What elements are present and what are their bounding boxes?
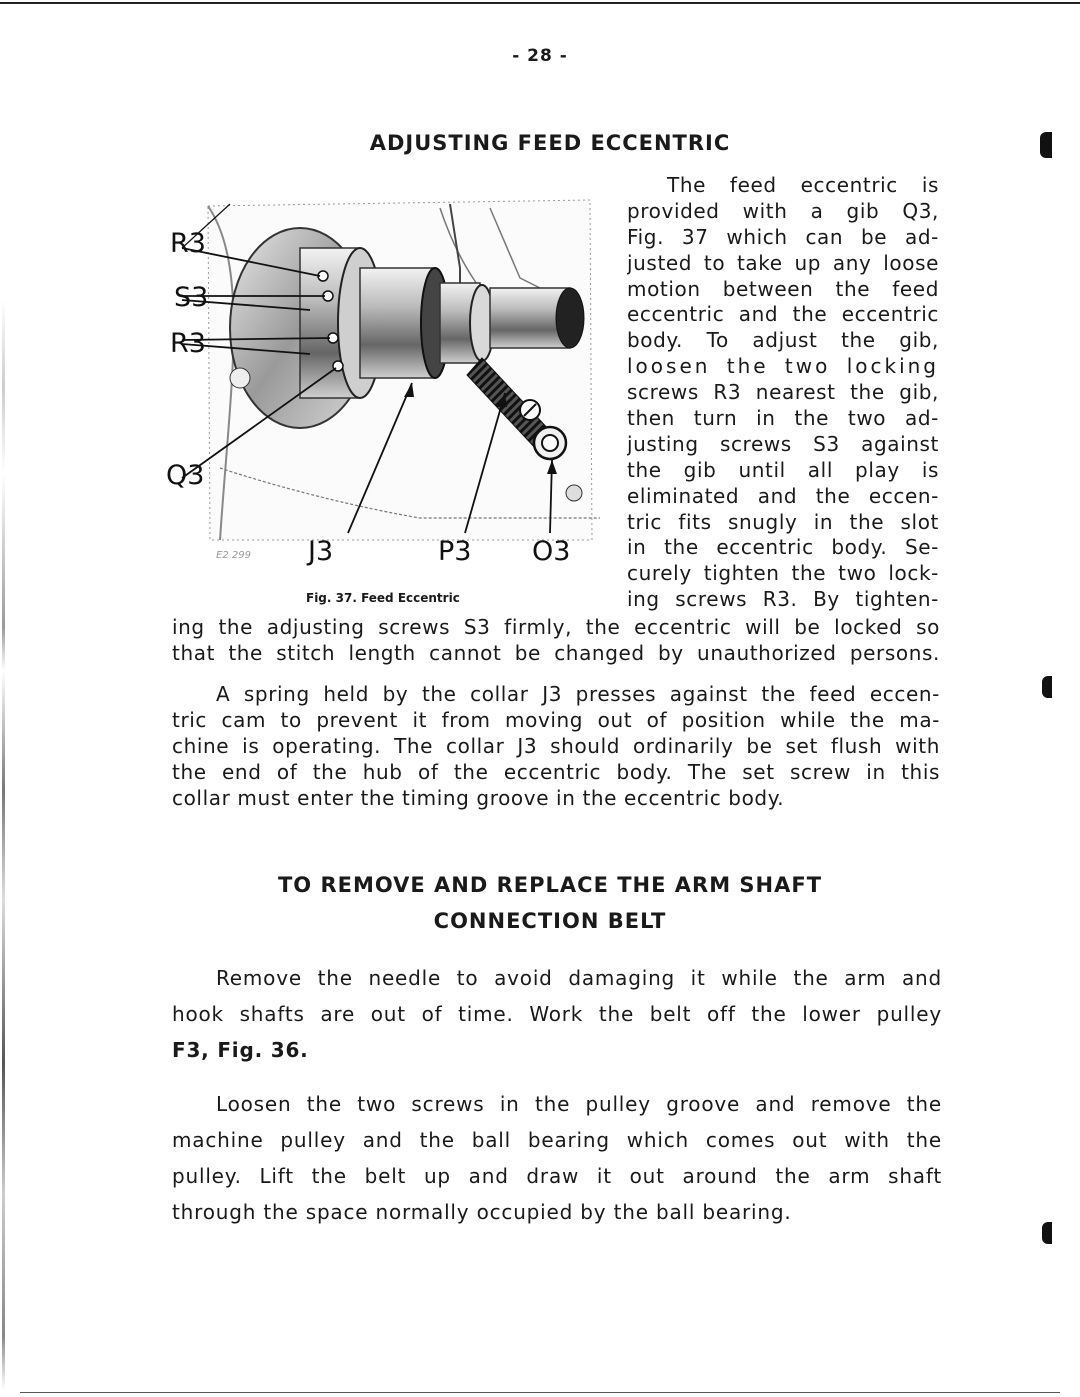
- paragraph-loosen-screws: [172, 1086, 942, 1230]
- text-line: through the space normally occupied by the ball bearing.: [172, 1200, 792, 1224]
- scan-edge: [2, 300, 5, 1390]
- figure-caption: Fig. 37. Feed Eccentric: [306, 591, 460, 605]
- column-paragraph: [627, 173, 939, 613]
- paragraph-collar: [172, 681, 940, 811]
- label-j3: J3: [308, 536, 334, 567]
- text-line: body. To adjust the gib,: [627, 328, 939, 353]
- text-line: F3, Fig. 36.: [172, 1038, 309, 1062]
- text-line: machine pulley and the ball bearing which comes out with the: [172, 1128, 942, 1152]
- text-line: collar must enter the timing groove in the eccentric body.: [172, 786, 785, 810]
- paragraph-remove-needle: [172, 960, 942, 1068]
- binder-hole-mark: [1042, 676, 1052, 698]
- label-r3-bottom: R3: [170, 328, 206, 359]
- text-line: ing screws R3. By tighten-: [627, 587, 939, 612]
- text-line: A spring held by the collar J3 presses against the feed eccen-: [216, 682, 940, 706]
- feed-eccentric-illustration: [160, 188, 600, 588]
- label-s3: S3: [174, 282, 209, 313]
- label-o3: O3: [532, 536, 571, 567]
- text-line: that the stitch length cannot be changed by unauthorized persons.: [172, 641, 940, 665]
- label-r3-top: R3: [170, 228, 206, 259]
- text-line: ing the adjusting screws S3 firmly, the eccentric will be locked so: [172, 615, 940, 639]
- text-line: then turn in the two ad-: [627, 406, 939, 431]
- text-line: chine is operating. The collar J3 should ordinarily be set flush with: [172, 734, 940, 758]
- top-border: [0, 2, 1080, 4]
- figure-stamp: E2 299: [216, 550, 251, 561]
- text-line: justed to take up any loose: [627, 250, 939, 275]
- section-heading-cont: CONNECTION BELT: [433, 909, 667, 933]
- section-heading: ADJUSTING FEED ECCENTRIC: [369, 131, 731, 155]
- text-line: tric cam to prevent it from moving out of position while the ma-: [172, 708, 940, 732]
- text-line: curely tighten the two lock-: [627, 561, 939, 586]
- text-line: hook shafts are out of time. Work the belt off the lower pulley: [172, 1002, 942, 1026]
- binder-hole-mark: [1042, 1222, 1052, 1244]
- page-number: - 28 -: [512, 46, 568, 66]
- text-line: Remove the needle to avoid damaging it while the arm and: [216, 966, 942, 990]
- text-line: the end of the hub of the eccentric body. The set screw in this: [172, 760, 940, 784]
- text-line: tric fits snugly in the slot: [627, 509, 939, 534]
- label-p3: P3: [438, 536, 472, 567]
- text-line: Loosen the two screws in the pulley groove and remove the: [216, 1092, 942, 1116]
- text-line: screws R3 nearest the gib,: [627, 380, 939, 405]
- bottom-border: [20, 1392, 1060, 1393]
- text-line: eliminated and the eccen-: [627, 483, 939, 508]
- text-line: provided with a gib Q3,: [627, 198, 939, 223]
- section-heading: TO REMOVE AND REPLACE THE ARM SHAFT: [277, 873, 823, 897]
- text-line: pulley. Lift the belt up and draw it out around the arm shaft: [172, 1164, 942, 1188]
- text-line: loosen the two locking: [627, 354, 939, 379]
- text-line: Fig. 37 which can be ad-: [627, 224, 939, 249]
- text-line: the gib until all play is: [627, 457, 939, 482]
- text-line: The feed eccentric is: [667, 173, 939, 197]
- text-line: in the eccentric body. Se-: [627, 535, 939, 560]
- text-line: motion between the feed: [627, 276, 939, 301]
- text-line: justing screws S3 against: [627, 431, 939, 456]
- paragraph-continuation: [172, 614, 940, 666]
- label-q3: Q3: [166, 460, 205, 491]
- text-line: eccentric and the eccentric: [627, 302, 939, 327]
- figure-feed-eccentric: [160, 188, 600, 588]
